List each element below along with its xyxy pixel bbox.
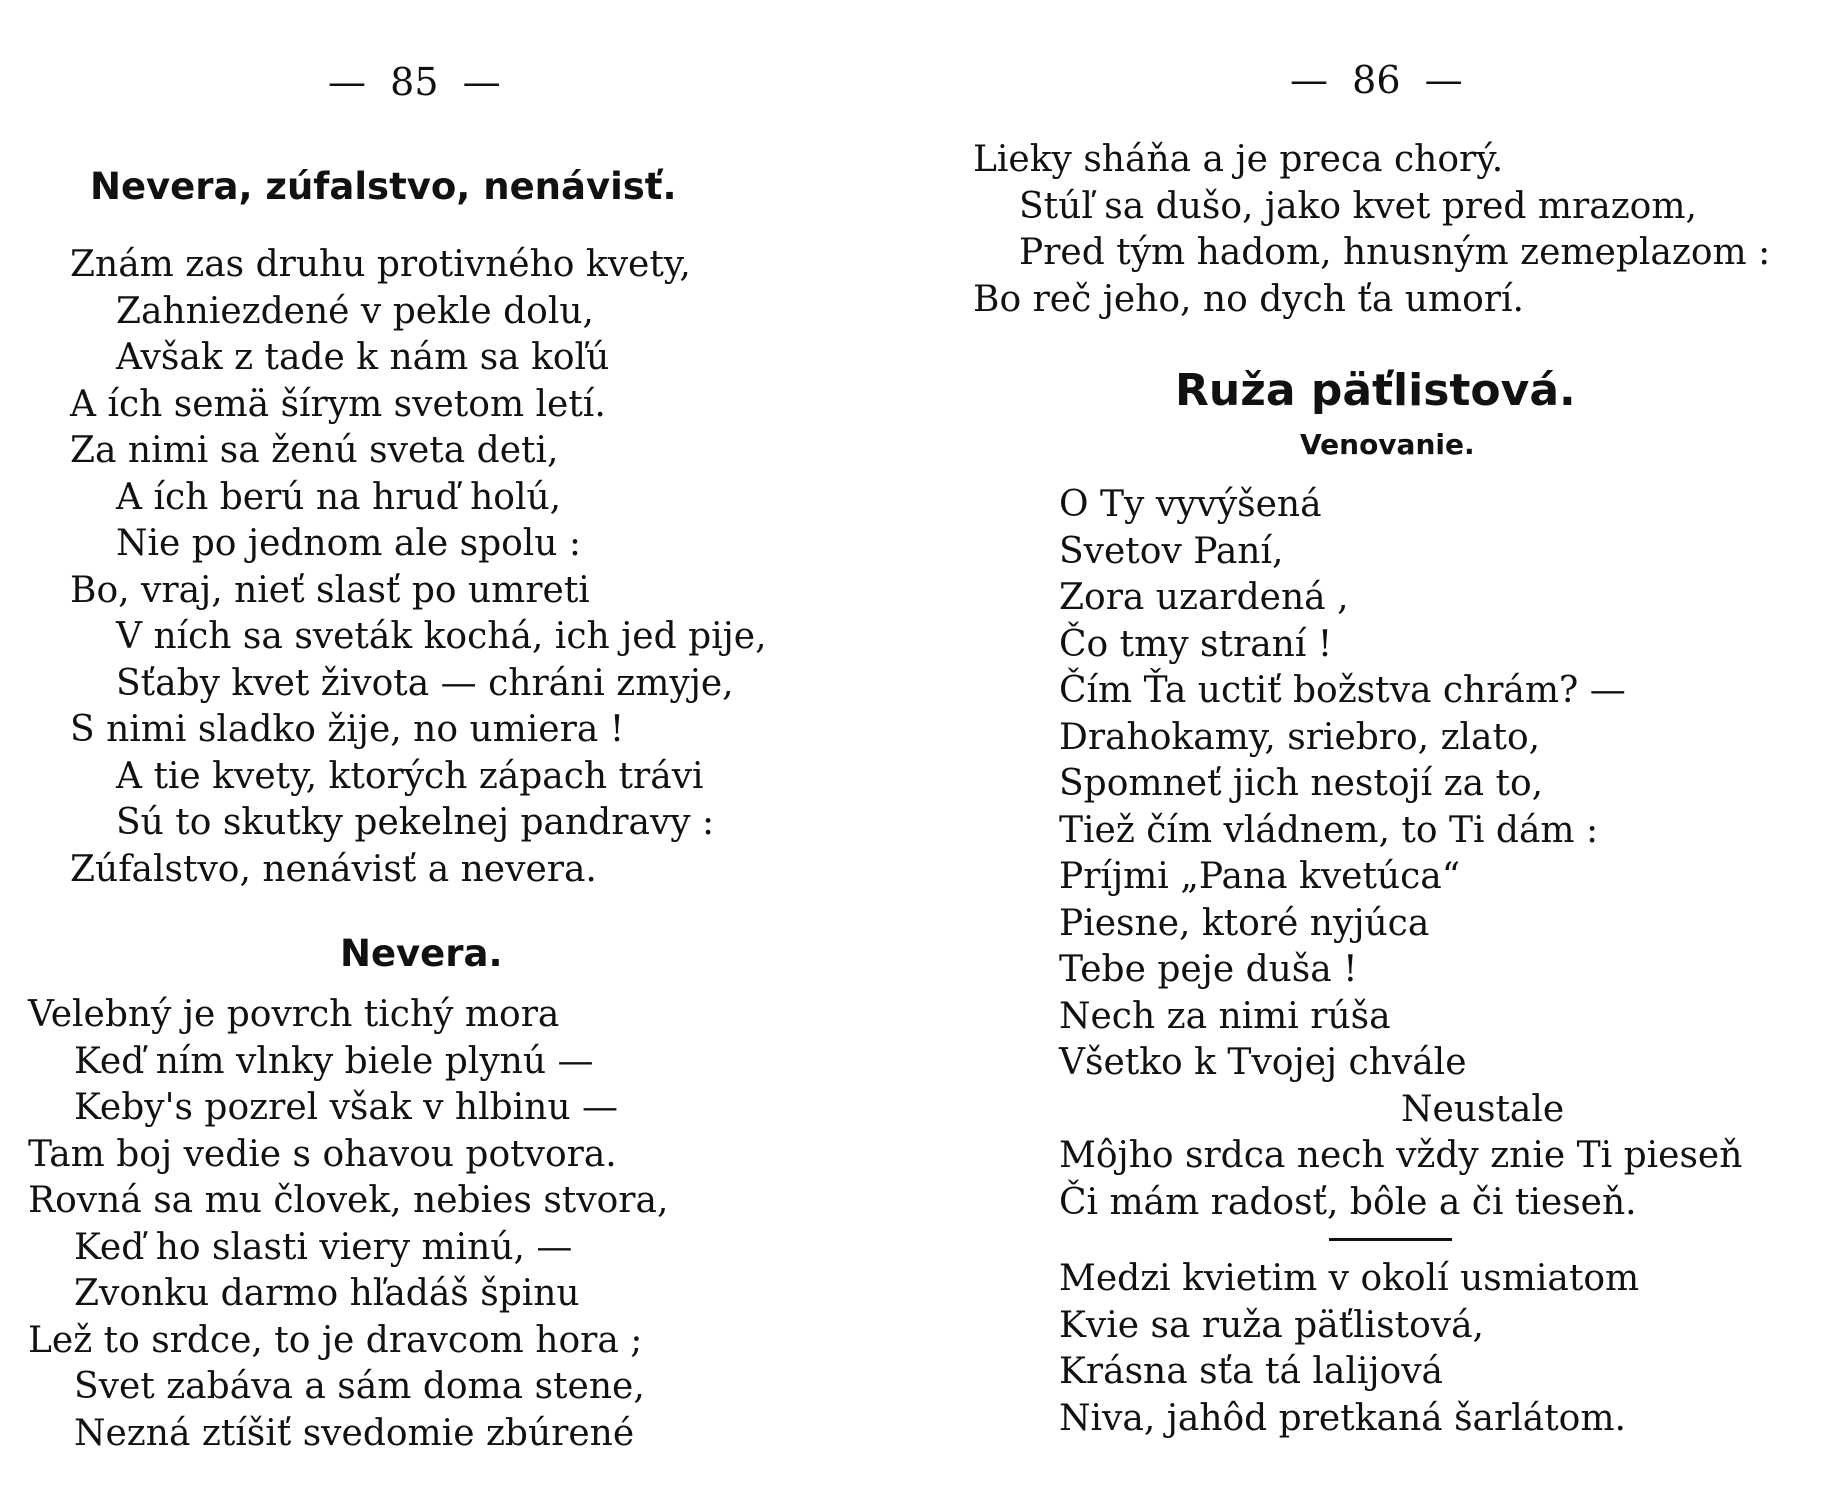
poem-line: Svet zabáva a sám doma stene, xyxy=(74,1366,645,1407)
poem-line: Môjho srdca nech vždy znie Ti pieseň xyxy=(1059,1135,1743,1176)
poem-line: A ích semä šírym svetom letí. xyxy=(70,383,606,425)
poem-line: Avšak z tade k nám sa koľú xyxy=(116,337,610,378)
poem-line: Svetov Paní, xyxy=(1059,530,1284,572)
poem-line: Keď ho slasti viery minú, — xyxy=(74,1226,573,1268)
poem-line: Krásna sťa tá lalijová xyxy=(1059,1351,1443,1392)
poem-line: Kvie sa ruža päťlistová, xyxy=(1059,1304,1485,1346)
poem-line: Tiež čím vládnem, to Ti dám : xyxy=(1059,809,1599,851)
poem-line: Tebe peje duša ! xyxy=(1059,949,1358,990)
poem-title-ruza-patlistova: Ruža päťlistová. xyxy=(1175,365,1576,416)
poem-line: Bo, vraj, nieť slasť po umreti xyxy=(70,569,590,611)
poem-line: Pred tým hadom, hnusným zemeplazom : xyxy=(1019,232,1771,273)
poem-line: Sú to skutky pekelnej pandravy : xyxy=(116,802,715,843)
poem-line: Zora uzardená , xyxy=(1059,577,1349,618)
poem-line: Lež to srdce, to je dravcom hora ; xyxy=(28,1319,643,1361)
page-number-86: — 86 — xyxy=(1290,58,1463,102)
poem-line: Za nimi sa ženú sveta deti, xyxy=(70,430,559,471)
poem-line: Zahniezdené v pekle dolu, xyxy=(116,290,594,332)
poem-line: Medzi kvietim v okolí usmiatom xyxy=(1059,1258,1640,1299)
poem-line: A ích berú na hruď holú, xyxy=(116,476,562,518)
poem-line: Velebný je povrch tichý mora xyxy=(28,994,560,1035)
page-number-85: — 85 — xyxy=(328,60,501,104)
poem-line: Nech za nimi rúša xyxy=(1059,995,1391,1037)
poem-nevera xyxy=(28,992,668,1457)
poem-line: Znám zas druhu protivného kvety, xyxy=(70,244,691,285)
poem-subtitle-venovanie: Venovanie. xyxy=(1300,428,1475,461)
poem-line: Stúľ sa dušo, jako kvet pred mrazom, xyxy=(1019,185,1697,227)
poem-line: Niva, jahôd pretkaná šarlátom. xyxy=(1059,1397,1626,1439)
poem-nevera-zufalstvo-nenavist xyxy=(70,242,767,893)
poem-nevera-continued xyxy=(973,137,1770,323)
poem-line: Tam boj vedie s ohavou potvora. xyxy=(28,1133,617,1175)
poem-line: Bo reč jeho, no dych ťa umorí. xyxy=(973,278,1524,320)
poem-line: Sťaby kvet života — chráni zmyje, xyxy=(116,662,734,704)
poem-line: A tie kvety, ktorých zápach trávi xyxy=(116,755,704,797)
poem-line: Zúfalstvo, nenávisť a nevera. xyxy=(70,848,597,890)
poem-line: Všetko k Tvojej chvále xyxy=(1059,1042,1467,1083)
poem-line: S nimi sladko žije, no umiera ! xyxy=(70,709,625,750)
poem-ruza-patlistova-stanza-2 xyxy=(1059,1256,1639,1442)
poem-line: Či mám radosť, bôle a či tieseň. xyxy=(1059,1181,1637,1223)
poem-line: Neustale xyxy=(1401,1088,1565,1130)
poem-line: Nezná ztíšiť svedomie zbúrené xyxy=(74,1412,635,1454)
poem-line: O Ty vyvýšená xyxy=(1059,484,1322,525)
poem-line: Čo tmy straní ! xyxy=(1059,623,1333,665)
poem-line: Rovná sa mu človek, nebies stvora, xyxy=(28,1180,669,1221)
poem-line: Spomneť jich nestojí za to, xyxy=(1059,763,1544,804)
poem-title-nevera: Nevera. xyxy=(340,932,503,975)
poem-line: Piesne, ktoré nyjúca xyxy=(1059,902,1430,944)
poem-line: Nie po jednom ale spolu : xyxy=(116,523,582,564)
poem-line: V ních sa sveták kochá, ich jed pije, xyxy=(116,616,767,657)
right-page xyxy=(905,0,1830,1500)
poem-line: Čím Ťa uctiť božstva chrám? — xyxy=(1059,670,1626,711)
poem-line: Drahokamy, sriebro, zlato, xyxy=(1059,716,1541,758)
poem-ruza-patlistova-stanza-1 xyxy=(1059,482,1742,1226)
section-divider xyxy=(1329,1238,1452,1241)
left-page xyxy=(0,0,905,1500)
poem-line: Keby's pozrel však v hlbinu — xyxy=(74,1087,618,1128)
poem-title-nevera-zufalstvo-nenavist: Nevera, zúfalstvo, nenávisť. xyxy=(90,165,677,208)
poem-line: Zvonku darmo hľadáš špinu xyxy=(74,1273,580,1314)
poem-line: Lieky sháňa a je preca chorý. xyxy=(973,139,1504,180)
poem-line: Keď ním vlnky biele plynú — xyxy=(74,1040,594,1082)
poem-line: Príjmi „Pana kvetúca“ xyxy=(1059,856,1461,897)
